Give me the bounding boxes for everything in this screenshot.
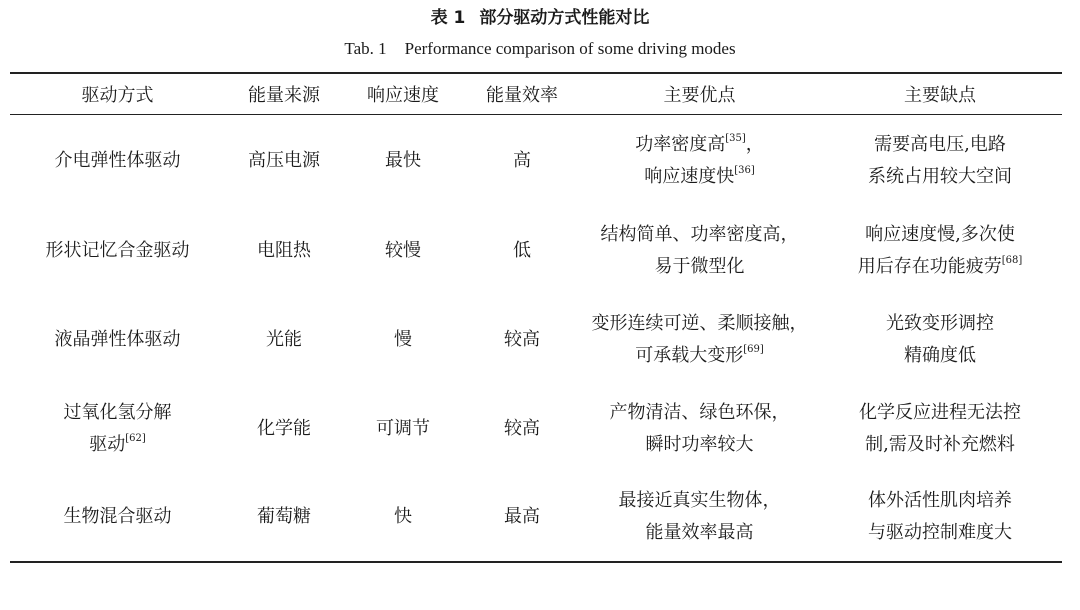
- header-energy-source: 能量来源: [225, 73, 343, 115]
- cell-drive-mode: [10, 296, 225, 385]
- cell-disadvantages: [818, 474, 1062, 562]
- citation-ref: [69]: [743, 344, 764, 355]
- cell-advantages: [581, 207, 818, 296]
- advantages-line-1: 结构简单、功率密度高，: [600, 224, 799, 245]
- table-row: [10, 474, 1062, 562]
- cell-energy-source: 化学能: [257, 418, 311, 439]
- header-energy-efficiency: 能量效率: [463, 73, 581, 115]
- advantages-line-2: 可承载大变形[69]: [635, 344, 764, 366]
- header-advantages: 主要优点: [581, 73, 818, 115]
- table-row: [10, 115, 1062, 207]
- drive-mode-line: 生物混合驱动: [63, 506, 172, 527]
- disadvantages-line-1: 响应速度慢,多次使: [865, 224, 1015, 245]
- citation-ref: [68]: [1001, 255, 1023, 266]
- advantages-line-1: 功率密度高[35]，: [635, 132, 764, 155]
- cell-disadvantages: [818, 296, 1062, 385]
- table-title-cn: 部分驱动方式性能对比: [479, 8, 650, 28]
- cell-energy-source: 电阻热: [257, 240, 311, 261]
- table-row: [10, 296, 1062, 385]
- advantages-line-2: 瞬时功率较大: [645, 434, 754, 455]
- drive-mode-line: 形状记忆合金驱动: [45, 240, 190, 261]
- header-response-speed: 响应速度: [343, 73, 463, 115]
- drive-mode-line-1: 过氧化氢分解: [63, 402, 172, 423]
- citation-ref: [62]: [125, 433, 146, 444]
- cell-response-speed: 快: [394, 506, 412, 527]
- cell-energy-source: 高压电源: [248, 149, 320, 171]
- cell-disadvantages: [818, 207, 1062, 296]
- disadvantages-line-1: 化学反应进程无法控: [859, 402, 1021, 423]
- cell-energy-efficiency: 较高: [504, 329, 540, 350]
- citation-ref: [35]: [725, 132, 746, 144]
- advantages-line-1: 产物清洁、绿色环保，: [609, 402, 790, 423]
- cell-response-speed: 最快: [385, 149, 421, 171]
- cell-energy-efficiency: 较高: [504, 418, 540, 439]
- table-row: [10, 385, 1062, 474]
- cell-advantages: [581, 296, 818, 385]
- disadvantages-line-2: 制,需及时补充燃料: [865, 434, 1015, 455]
- advantages-line-2: 能量效率最高: [645, 522, 754, 543]
- table-header-row: [10, 73, 1062, 115]
- cell-disadvantages: [818, 115, 1062, 207]
- advantages-line-1: 最接近真实生物体，: [618, 490, 781, 511]
- disadvantages-line-2: 与驱动控制难度大: [868, 522, 1012, 543]
- drive-mode-line: 介电弹性体驱动: [54, 149, 181, 171]
- cell-response-speed: 慢: [394, 329, 412, 350]
- disadvantages-line-1: 需要高电压,电路: [874, 133, 1006, 155]
- table-number-cn: 表 1: [430, 8, 466, 28]
- disadvantages-line-1: 体外活性肌肉培养: [868, 490, 1012, 511]
- cell-energy-source: 光能: [266, 329, 302, 350]
- drive-mode-line-2: 驱动[62]: [89, 433, 146, 455]
- table-title-en: Performance comparison of some driving modes: [404, 39, 736, 58]
- header-drive-mode: 驱动方式: [10, 73, 225, 115]
- table-caption-en: [0, 38, 1080, 60]
- comparison-table: [10, 72, 1062, 563]
- cell-drive-mode: [10, 474, 225, 562]
- cell-advantages: [581, 115, 818, 207]
- header-disadvantages: 主要缺点: [818, 73, 1062, 115]
- cell-energy-efficiency: 最高: [504, 506, 540, 527]
- cell-drive-mode: [10, 115, 225, 207]
- advantages-line-1: 变形连续可逆、柔顺接触，: [591, 313, 808, 334]
- cell-drive-mode: [10, 207, 225, 296]
- table-row: [10, 207, 1062, 296]
- disadvantages-line-2: 精确度低: [904, 345, 976, 366]
- disadvantages-line-2: 系统占用较大空间: [868, 165, 1012, 187]
- drive-mode-line: 液晶弹性体驱动: [54, 329, 181, 350]
- advantages-line-2: 响应速度快[36]: [644, 164, 755, 187]
- table-number-en: Tab. 1: [344, 39, 387, 58]
- cell-drive-mode: [10, 385, 225, 474]
- cell-energy-efficiency: 低: [513, 240, 531, 261]
- cell-response-speed: 可调节: [376, 418, 430, 439]
- cell-advantages: [581, 385, 818, 474]
- cell-advantages: [581, 474, 818, 562]
- cell-energy-efficiency: 高: [513, 149, 531, 171]
- advantages-line-2: 易于微型化: [654, 256, 745, 277]
- cell-response-speed: 较慢: [385, 240, 421, 261]
- disadvantages-line-2: 用后存在功能疲劳[68]: [857, 255, 1023, 277]
- disadvantages-line-1: 光致变形调控: [886, 313, 994, 334]
- table-caption-cn: [0, 6, 1080, 30]
- cell-energy-source: 葡萄糖: [257, 506, 311, 527]
- cell-disadvantages: [818, 385, 1062, 474]
- citation-ref: [36]: [734, 164, 755, 176]
